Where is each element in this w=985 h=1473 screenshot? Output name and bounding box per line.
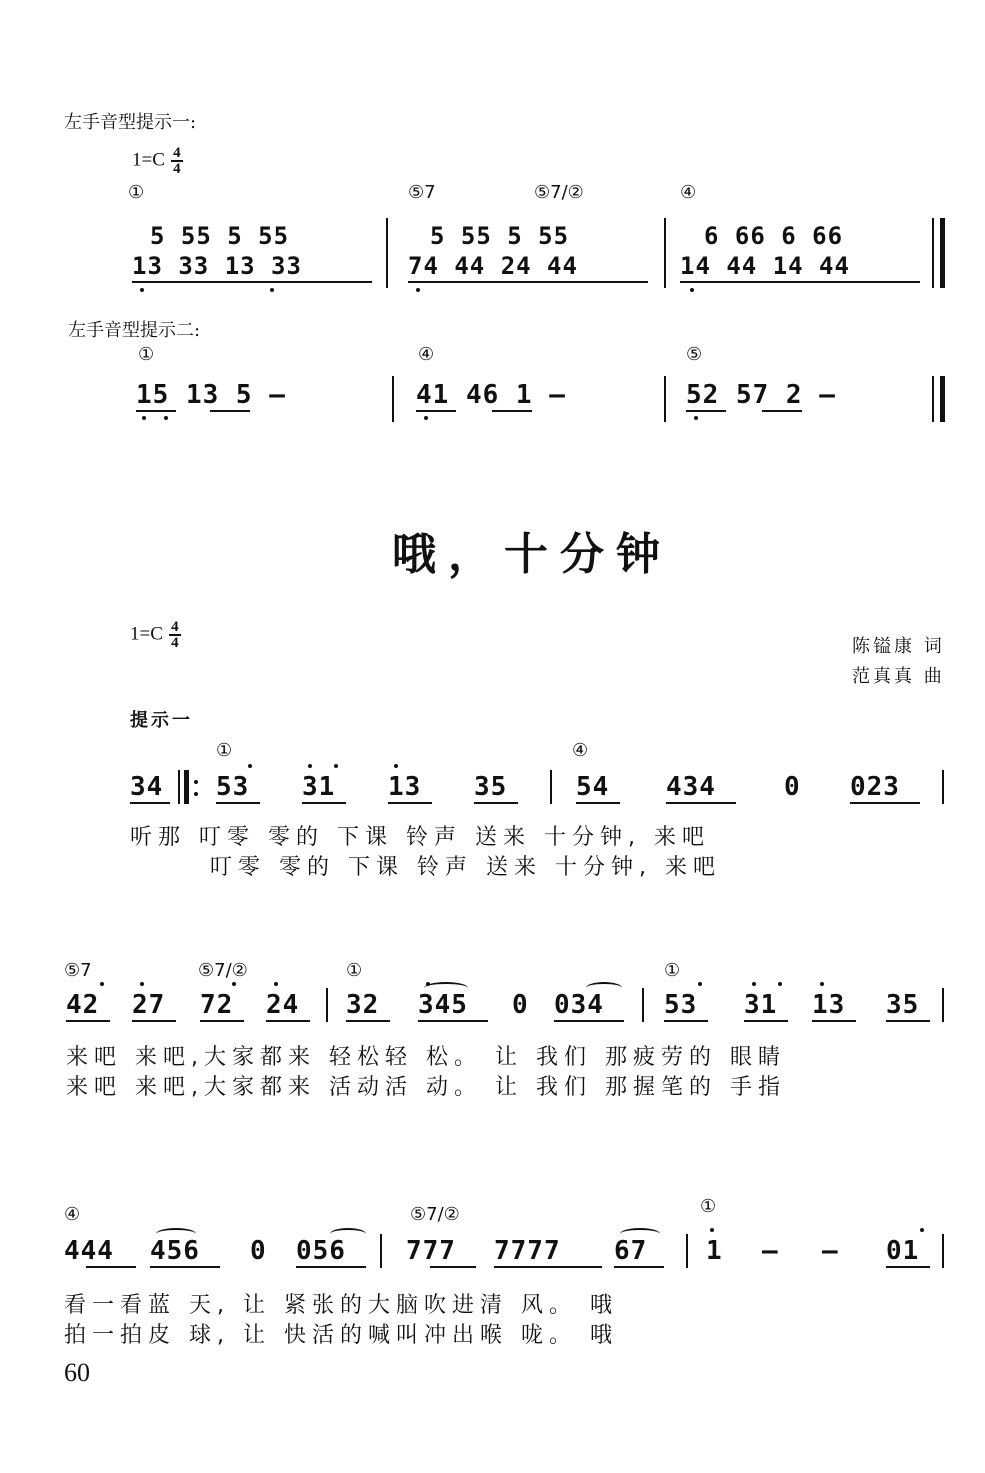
note-group: 24 bbox=[266, 990, 300, 1020]
underline bbox=[408, 281, 648, 283]
hint-two-measure-3: 52 57 2 – bbox=[686, 380, 836, 410]
system3-mark-3: ① bbox=[700, 1196, 717, 1217]
note-group: 53 bbox=[664, 990, 698, 1020]
underline bbox=[296, 1266, 366, 1268]
system2-mark-2: ⑤7/② bbox=[198, 960, 248, 981]
high-octave-dot bbox=[274, 982, 278, 986]
low-octave-dot bbox=[416, 288, 420, 292]
high-octave-dot bbox=[426, 982, 430, 986]
note-group: 72 bbox=[200, 990, 234, 1020]
system1-lyrics-verse2: 叮零 零的 下课 铃声 送来 十分钟, 来吧 bbox=[210, 855, 721, 880]
note-group: 434 bbox=[666, 772, 716, 802]
system2-lyrics-verse2: 来吧 来吧,大家都来 活动活 动。 让 我们 那握笔的 手指 bbox=[66, 1075, 786, 1100]
barline bbox=[642, 988, 644, 1022]
repeat-dot bbox=[194, 792, 198, 796]
high-octave-dot bbox=[920, 1228, 924, 1232]
note-group: 35 bbox=[886, 990, 920, 1020]
underline bbox=[680, 281, 920, 283]
system2-mark-1: ⑤7 bbox=[64, 960, 92, 981]
hint-two-mark-2: ④ bbox=[418, 344, 435, 365]
high-octave-dot bbox=[710, 1228, 714, 1232]
low-octave-dot bbox=[424, 416, 428, 420]
system1-lyrics-verse1: 听那 叮零 零的 下课 铃声 送来 十分钟, 来吧 bbox=[130, 825, 710, 850]
underline bbox=[492, 410, 532, 412]
slur bbox=[620, 1228, 660, 1240]
final-barline-thick bbox=[940, 376, 945, 422]
hint-two-measure-1: 15 13 5 – bbox=[136, 380, 286, 410]
page-number: 60 bbox=[64, 1358, 90, 1387]
note-group: 0 bbox=[250, 1236, 267, 1266]
barline bbox=[942, 988, 944, 1022]
barline bbox=[550, 770, 552, 804]
hint-one-upper-measure-1: 5 55 5 55 bbox=[150, 222, 290, 250]
underline bbox=[576, 802, 620, 804]
underline bbox=[664, 1020, 708, 1022]
note-group: 34 bbox=[130, 772, 164, 802]
system3-lyrics-verse1: 看一看蓝 天, 让 紧张的大脑吹进清 风。 哦 bbox=[64, 1293, 618, 1318]
underline bbox=[430, 1266, 476, 1268]
underline bbox=[66, 1020, 110, 1022]
repeat-barline-thin bbox=[178, 770, 180, 804]
system1-mark-2: ④ bbox=[572, 740, 589, 761]
note-group: 023 bbox=[850, 772, 900, 802]
hint-two-measure-2: 41 46 1 – bbox=[416, 380, 566, 410]
hint-one-lower-measure-3: 14 44 14 44 bbox=[680, 252, 850, 280]
note-group: 01 bbox=[886, 1236, 920, 1266]
hint-two-mark-1: ① bbox=[138, 344, 155, 365]
high-octave-dot bbox=[820, 982, 824, 986]
underline bbox=[886, 1266, 930, 1268]
final-barline-thick bbox=[940, 218, 945, 288]
underline bbox=[266, 1020, 310, 1022]
slur bbox=[424, 982, 468, 994]
system2-mark-3: ① bbox=[346, 960, 363, 981]
low-octave-dot bbox=[270, 288, 274, 292]
time-bottom: 4 bbox=[173, 161, 181, 177]
hint-one-label: 左手音型提示一: bbox=[64, 112, 197, 133]
low-octave-dot bbox=[140, 288, 144, 292]
high-octave-dot bbox=[140, 982, 144, 986]
hint-two-mark-3: ⑤ bbox=[686, 344, 703, 365]
high-octave-dot bbox=[394, 764, 398, 768]
repeat-dot bbox=[194, 780, 198, 784]
system1-mark-1: ① bbox=[216, 740, 233, 761]
barline bbox=[392, 376, 394, 422]
composer: 范真真 曲 bbox=[852, 666, 945, 687]
underline bbox=[474, 802, 518, 804]
underline bbox=[302, 802, 346, 804]
high-octave-dot bbox=[778, 982, 782, 986]
note-group: 034 bbox=[554, 990, 604, 1020]
note-group: 53 bbox=[216, 772, 250, 802]
underline bbox=[494, 1266, 602, 1268]
barline bbox=[326, 988, 328, 1022]
underline bbox=[418, 1020, 488, 1022]
low-octave-dot bbox=[164, 416, 168, 420]
underline bbox=[132, 281, 372, 283]
lyricist: 陈镒康 词 bbox=[852, 636, 945, 657]
time-top: 4 bbox=[171, 619, 179, 635]
note-group: 67 bbox=[614, 1236, 648, 1266]
hint-one-mark-4: ④ bbox=[680, 182, 697, 203]
hint-one-key-text: 1=C bbox=[132, 149, 165, 171]
hint-one-time-signature bbox=[171, 146, 183, 176]
note-group: 7777 bbox=[494, 1236, 561, 1266]
note-group: 35 bbox=[474, 772, 508, 802]
underline bbox=[86, 1266, 136, 1268]
low-octave-dot bbox=[694, 416, 698, 420]
underline bbox=[130, 802, 170, 804]
underline bbox=[666, 802, 736, 804]
hint-one-mark-3: ⑤7/② bbox=[534, 182, 584, 203]
underline bbox=[554, 1020, 624, 1022]
note-group: 456 bbox=[150, 1236, 200, 1266]
underline bbox=[136, 410, 176, 412]
note-group: 056 bbox=[296, 1236, 346, 1266]
note-group: 27 bbox=[132, 990, 166, 1020]
note-group: – bbox=[822, 1236, 839, 1266]
underline bbox=[850, 802, 920, 804]
barline bbox=[664, 376, 666, 422]
note-group: 13 bbox=[812, 990, 846, 1020]
barline bbox=[942, 1234, 944, 1268]
hint-one-mark-2: ⑤7 bbox=[408, 182, 436, 203]
time-bottom: 4 bbox=[171, 635, 179, 651]
slur bbox=[586, 982, 622, 994]
high-octave-dot bbox=[232, 982, 236, 986]
underline bbox=[210, 410, 250, 412]
note-group: 0 bbox=[512, 990, 529, 1020]
underline bbox=[762, 410, 802, 412]
section-label: 提示一 bbox=[130, 710, 193, 731]
time-top: 4 bbox=[173, 145, 181, 161]
note-group: 54 bbox=[576, 772, 610, 802]
underline bbox=[812, 1020, 856, 1022]
barline bbox=[380, 1234, 382, 1268]
high-octave-dot bbox=[752, 982, 756, 986]
barline bbox=[942, 770, 944, 804]
note-group: 42 bbox=[66, 990, 100, 1020]
high-octave-dot bbox=[100, 982, 104, 986]
note-group: 31 bbox=[302, 772, 336, 802]
underline bbox=[416, 410, 456, 412]
slur bbox=[330, 1228, 366, 1240]
note-group: 31 bbox=[744, 990, 778, 1020]
hint-two-label: 左手音型提示二: bbox=[68, 320, 201, 341]
song-key-text: 1=C bbox=[130, 623, 163, 645]
song-title: 哦，十分钟 bbox=[392, 529, 672, 580]
note-group: 345 bbox=[418, 990, 468, 1020]
system2-mark-4: ① bbox=[664, 960, 681, 981]
final-barline-thin bbox=[932, 218, 934, 288]
underline bbox=[216, 802, 260, 804]
low-octave-dot bbox=[690, 288, 694, 292]
high-octave-dot bbox=[248, 764, 252, 768]
hint-one-upper-measure-3: 6 66 6 66 bbox=[704, 222, 844, 250]
song-key bbox=[130, 620, 181, 650]
hint-one-lower-measure-1: 13 33 13 33 bbox=[132, 252, 302, 280]
hint-one-mark-1: ① bbox=[128, 182, 145, 203]
repeat-barline-thick bbox=[184, 770, 189, 804]
note-group: 1 bbox=[706, 1236, 723, 1266]
note-group: 444 bbox=[64, 1236, 114, 1266]
hint-one-upper-measure-2: 5 55 5 55 bbox=[430, 222, 570, 250]
slur bbox=[156, 1228, 196, 1240]
underline bbox=[388, 802, 432, 804]
high-octave-dot bbox=[334, 764, 338, 768]
system3-lyrics-verse2: 拍一拍皮 球, 让 快活的喊叫冲出喉 咙。 哦 bbox=[64, 1323, 618, 1348]
underline bbox=[132, 1020, 176, 1022]
high-octave-dot bbox=[698, 982, 702, 986]
underline bbox=[744, 1020, 788, 1022]
underline bbox=[614, 1266, 664, 1268]
system3-mark-1: ④ bbox=[64, 1204, 81, 1225]
note-group: 777 bbox=[406, 1236, 456, 1266]
hint-one-key bbox=[132, 146, 183, 176]
underline bbox=[150, 1266, 220, 1268]
note-group: – bbox=[762, 1236, 779, 1266]
song-time-signature bbox=[169, 620, 181, 650]
note-group: 13 bbox=[388, 772, 422, 802]
system3-mark-2: ⑤7/② bbox=[410, 1204, 460, 1225]
underline bbox=[200, 1020, 244, 1022]
low-octave-dot bbox=[142, 416, 146, 420]
high-octave-dot bbox=[308, 764, 312, 768]
barline bbox=[664, 218, 666, 288]
final-barline-thin bbox=[932, 376, 934, 422]
barline bbox=[686, 1234, 688, 1268]
underline bbox=[346, 1020, 390, 1022]
underline bbox=[886, 1020, 930, 1022]
note-group: 0 bbox=[784, 772, 801, 802]
note-group: 32 bbox=[346, 990, 380, 1020]
underline bbox=[686, 410, 726, 412]
hint-one-lower-measure-2: 74 44 24 44 bbox=[408, 252, 578, 280]
barline bbox=[386, 218, 388, 288]
system2-lyrics-verse1: 来吧 来吧,大家都来 轻松轻 松。 让 我们 那疲劳的 眼睛 bbox=[66, 1045, 786, 1070]
